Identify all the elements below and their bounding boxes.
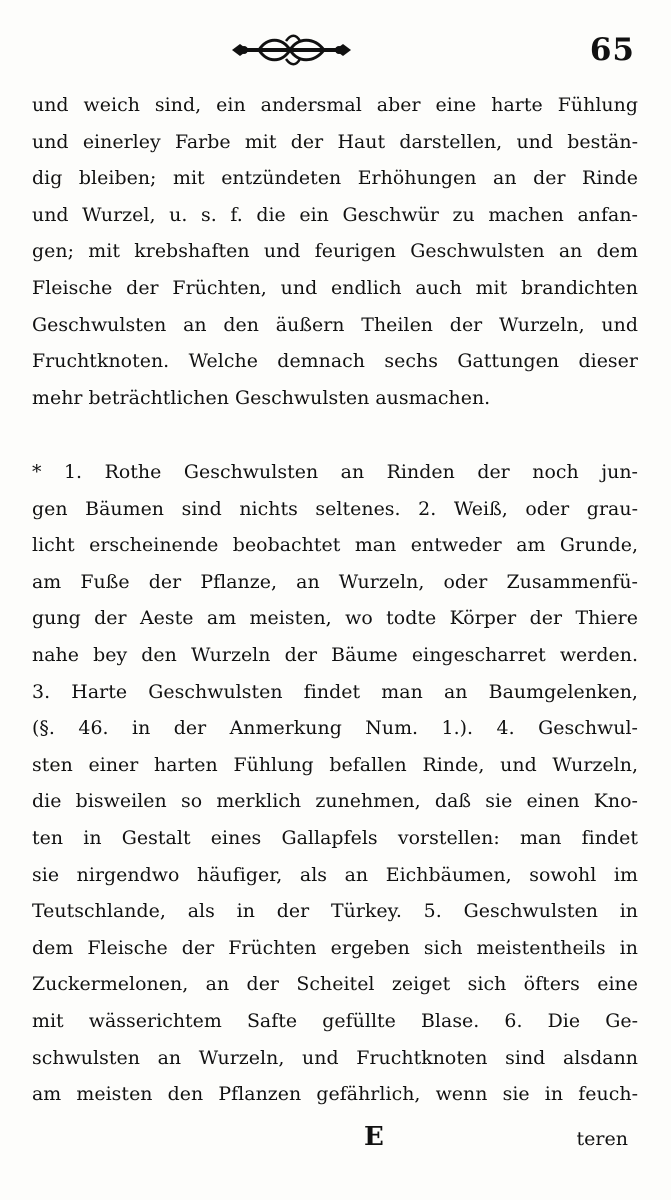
paragraph-line: die bisweilen so merklich zunehmen, daß sie einen Kno-: [32, 790, 638, 813]
paragraph-line: sie nirgendwo häufiger, als an Eichbäumen, sowohl im: [32, 863, 638, 886]
first-paragraph: [32, 87, 638, 416]
second-paragraph: [32, 454, 638, 1113]
paragraph-line: und Wurzel, u. s. f. die ein Geschwür zu machen anfan-: [32, 203, 638, 226]
decorative-ornament-icon: [228, 32, 355, 68]
paragraph-line: mehr beträchtlichen Geschwulsten ausmachen.: [32, 386, 491, 409]
paragraph-line: Teutschlande, als in der Türkey. 5. Geschwulsten in: [32, 900, 638, 923]
paragraph-line: 3. Harte Geschwulsten findet man an Baumgelenken,: [32, 680, 638, 703]
paragraph-line: * 1. Rothe Geschwulsten an Rinden der noch jun-: [32, 461, 638, 483]
paragraph-line: Fruchtknoten. Welche demnach sechs Gattungen dieser: [32, 350, 638, 373]
paragraph-line: dem Fleische der Früchten ergeben sich meistentheils in: [32, 936, 638, 959]
signature-mark: E: [364, 1122, 384, 1152]
paragraph-line: mit wässerichtem Safte gefüllte Blase. 6. Die Ge-: [32, 1009, 638, 1032]
paragraph-line: und weich sind, ein andersmal aber eine harte Fühlung: [32, 94, 638, 116]
paragraph-line: am meisten den Pflanzen gefährlich, wenn sie in feuch-: [32, 1083, 638, 1106]
paragraph-line: und einerley Farbe mit der Haut darstellen, und bestän-: [32, 130, 638, 153]
paragraph-line: (§. 46. in der Anmerkung Num. 1.). 4. Geschwul-: [32, 717, 638, 740]
page-header: [0, 18, 671, 80]
paragraph-line: sten einer harten Fühlung befallen Rinde, und Wurzeln,: [32, 753, 638, 776]
page-footer: [0, 1120, 671, 1160]
catchword: teren: [576, 1128, 628, 1150]
paragraph-line: Geschwulsten an den äußern Theilen der Wurzeln, und: [32, 313, 638, 336]
paragraph-line: gung der Aeste am meisten, wo todte Körper der Thiere: [32, 607, 638, 630]
paragraph-line: Zuckermelonen, an der Scheitel zeiget sich öfters eine: [32, 973, 638, 996]
paragraph-line: ten in Gestalt eines Gallapfels vorstellen: man findet: [32, 826, 638, 849]
paragraph-line: am Fuße der Pflanze, an Wurzeln, oder Zusammenfü-: [32, 570, 638, 593]
page-number: 65: [589, 32, 635, 68]
paragraph-line: gen Bäumen sind nichts seltenes. 2. Weiß, oder grau-: [32, 497, 638, 520]
paragraph-line: schwulsten an Wurzeln, und Fruchtknoten sind alsdann: [32, 1046, 638, 1069]
paragraph-line: licht erscheinende beobachtet man entweder am Grunde,: [32, 534, 638, 557]
paragraph-line: dig bleiben; mit entzündeten Erhöhungen an der Rinde: [32, 167, 638, 190]
paragraph-line: Fleische der Früchten, und endlich auch mit brandichten: [32, 276, 638, 299]
paragraph-line: nahe bey den Wurzeln der Bäume eingescharret werden.: [32, 643, 638, 666]
paragraph-line: gen; mit krebshaften und feurigen Geschwulsten an dem: [32, 240, 638, 263]
